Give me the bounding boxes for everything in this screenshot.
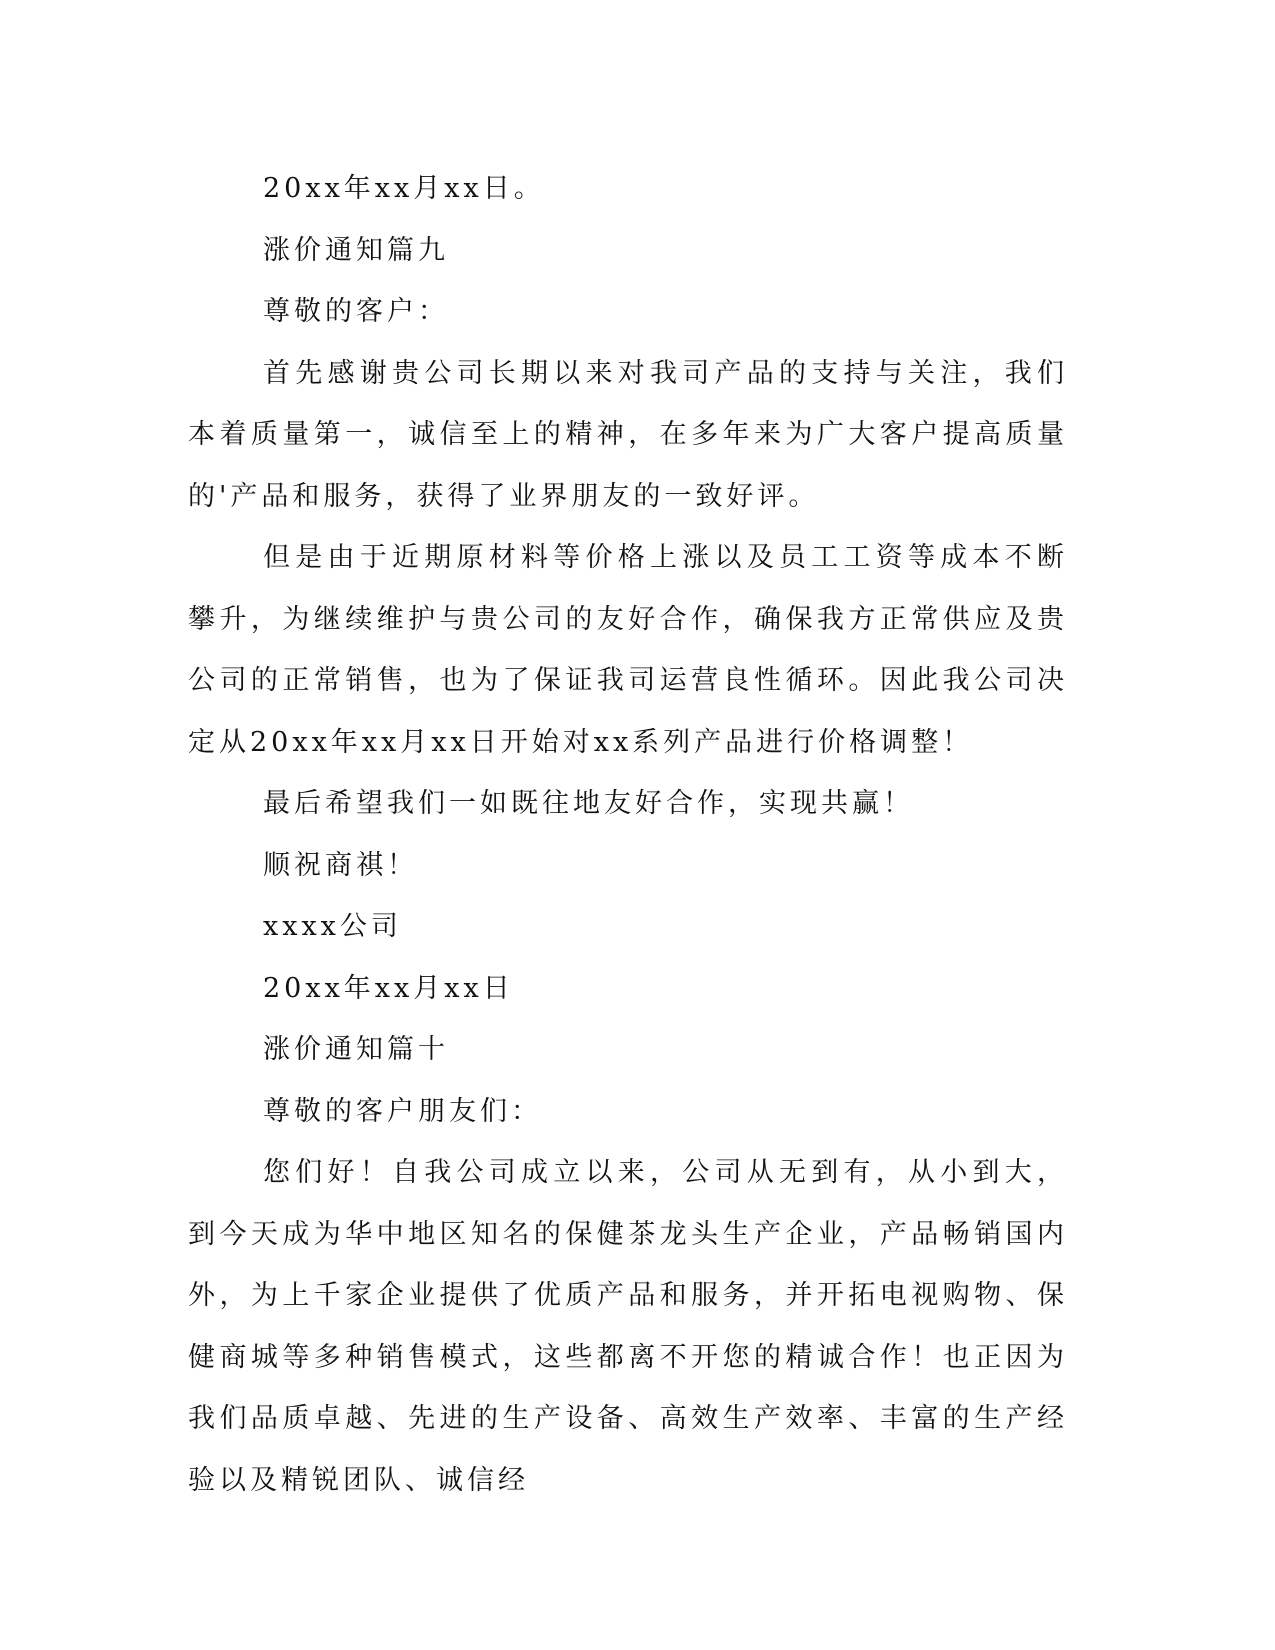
document-body — [188, 158, 1068, 1511]
salutation: 尊敬的客户朋友们： — [263, 1095, 542, 1127]
date-line: 20xx年xx月xx日。 — [263, 173, 545, 204]
closing-paragraph: 最后希望我们一如既往地友好合作，实现共赢！ — [263, 788, 914, 819]
closing-regards: 顺祝商祺！ — [263, 849, 418, 881]
signature-date: 20xx年xx月xx日 — [263, 972, 514, 1004]
salutation: 尊敬的客户： — [263, 296, 449, 327]
body-paragraph: 您们好！自我公司成立以来，公司从无到有，从小到大，到今天成为华中地区知名的保健茶龙头生产企业，产品畅销国内外，为上千家企业提供了优质产品和服务，并开拓电视购物、保健商城等多种销售模式，这些都离不开您的精诚合作！也正因为我们品质卓越、先进的生产设备、高效生产效率、丰富的生产经验以及精锐团队、诚信经 — [188, 1157, 1068, 1496]
body-paragraph: 但是由于近期原材料等价格上涨以及员工工资等成本不断攀升，为继续维护与贵公司的友好合作，确保我方正常供应及贵公司的正常销售，也为了保证我司运营良性循环。因此我公司决定从20xx年xx月xx日开始对xx系列产品进行价格调整！ — [188, 542, 1068, 758]
body-paragraph: 首先感谢贵公司长期以来对我司产品的支持与关注，我们本着质量第一，诚信至上的精神，在多年来为广大客户提高质量的'产品和服务，获得了业界朋友的一致好评。 — [188, 357, 1068, 512]
section-title-nine: 涨价通知篇九 — [263, 234, 449, 266]
company-signature: xxxx公司 — [263, 911, 402, 942]
section-title-ten: 涨价通知篇十 — [263, 1034, 449, 1065]
